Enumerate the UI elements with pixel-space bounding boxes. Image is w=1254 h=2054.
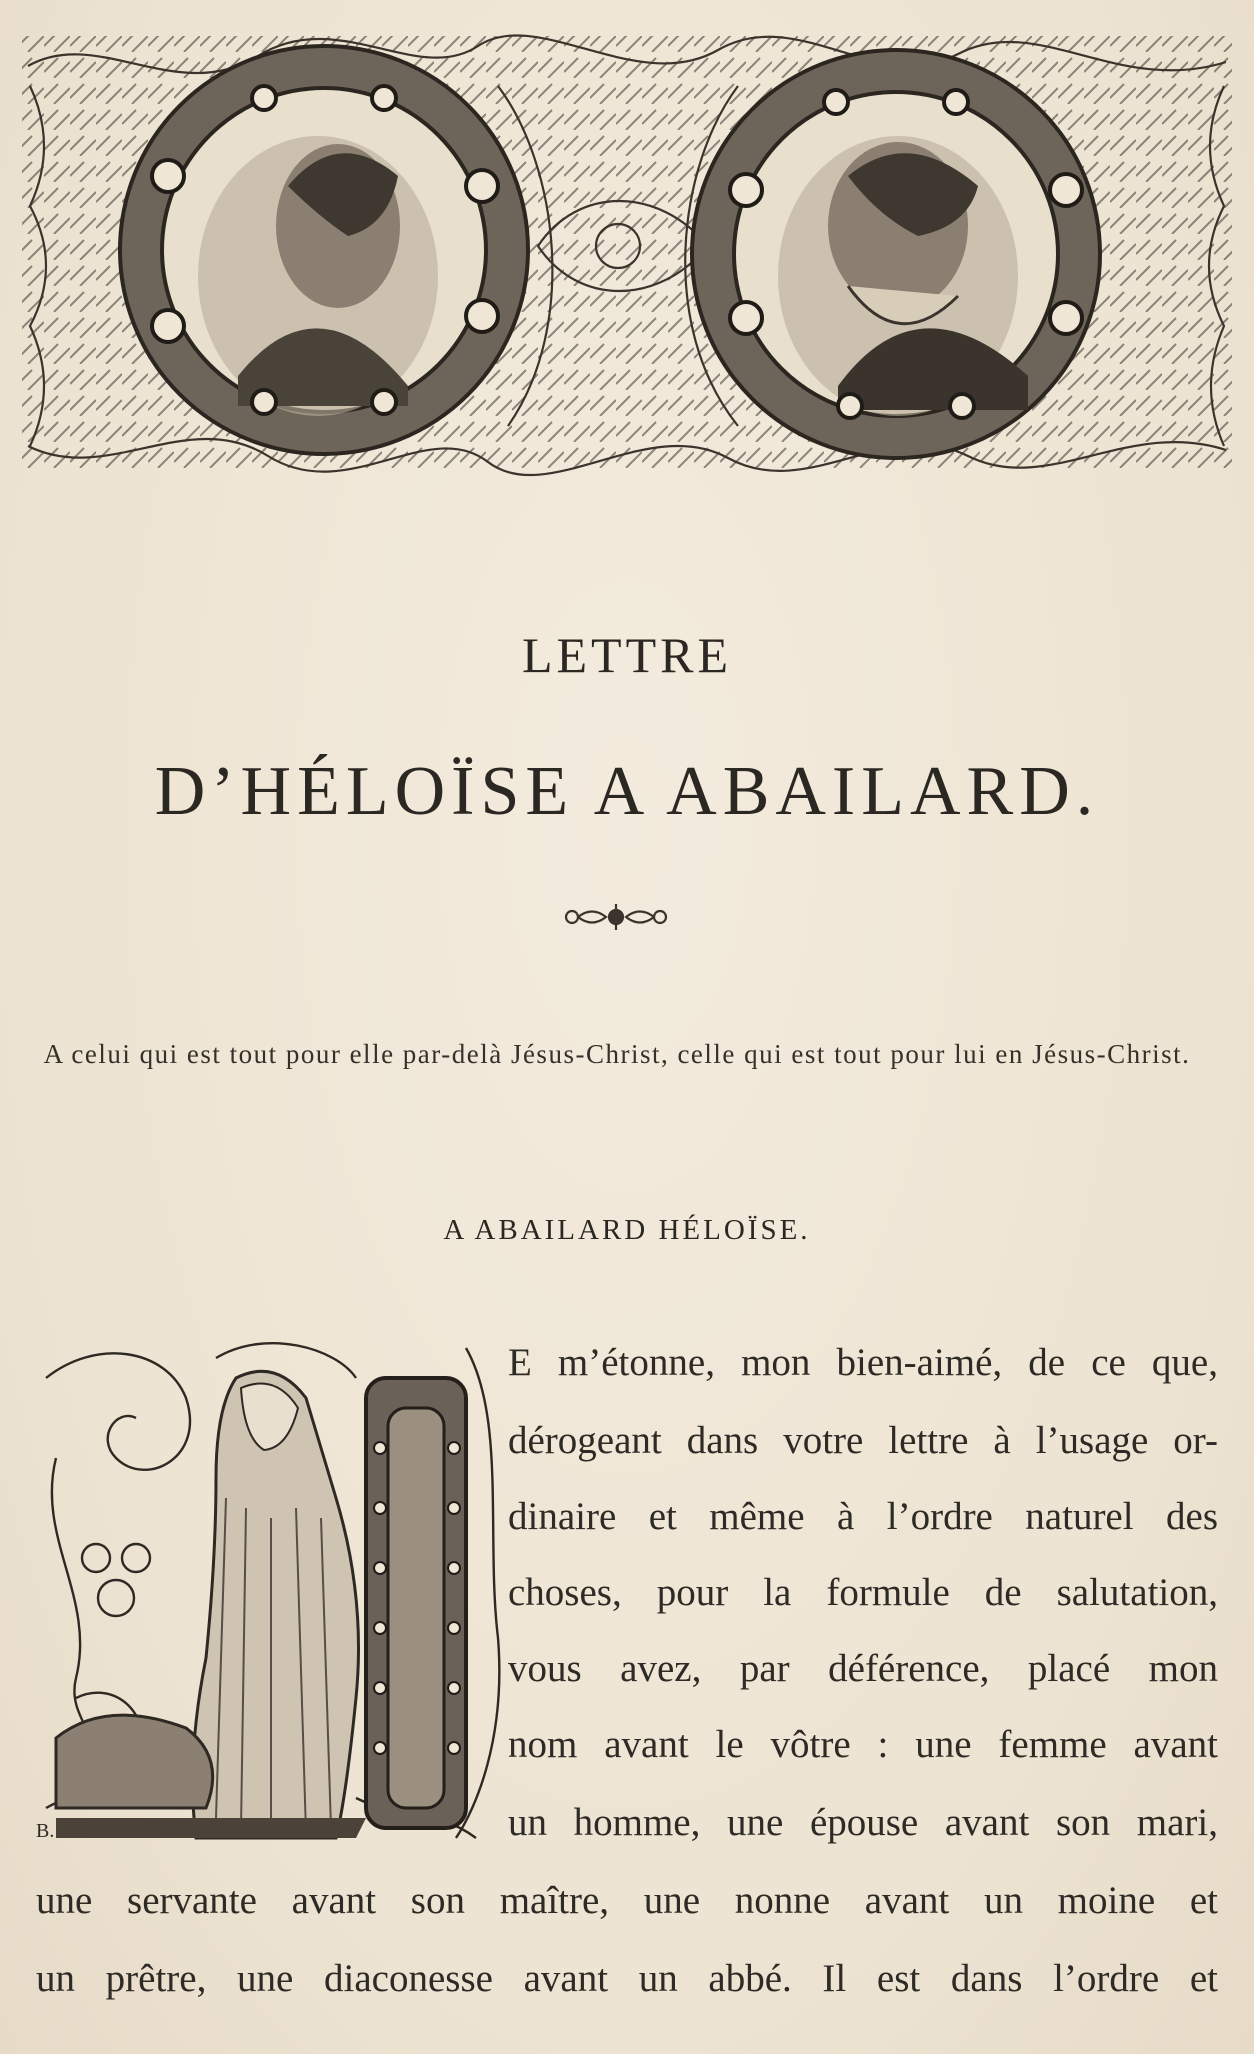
- body-line: un prêtre, une diaconesse avant un abbé. Il est dans l’ordre et: [36, 1957, 1218, 2000]
- fleuron-ornament: [562, 902, 670, 932]
- body-line: une servante avant son maître, une nonne avant un moine et: [36, 1879, 1218, 1922]
- title-line-2: D’HÉLOÏSE A ABAILARD.: [154, 753, 1100, 830]
- body-line: E m’étonne, mon bien-aimé, de ce que,: [508, 1341, 1218, 1384]
- body-line: dinaire et même à l’ordre naturel des: [508, 1495, 1218, 1538]
- initial-signature: B.: [36, 1820, 55, 1842]
- body-line: dérogeant dans votre lettre à l’usage or-: [508, 1419, 1218, 1462]
- title-line-1: LETTRE: [521, 627, 733, 683]
- body-line: choses, pour la formule de salutation,: [508, 1571, 1218, 1614]
- historiated-initial-engraving: [36, 1338, 506, 1858]
- right-medallion: [692, 50, 1100, 458]
- left-medallion: [120, 46, 528, 454]
- headpiece-engraving: [18, 26, 1236, 480]
- body-line: un homme, une épouse avant son mari,: [508, 1801, 1218, 1844]
- body-line: vous avez, par déférence, placé mon: [508, 1647, 1218, 1690]
- dedication-text: A celui qui est tout pour elle par-delà Jésus-Christ, celle qui est tout pour lui en Jésus-Christ.: [43, 1039, 1191, 1069]
- salutation-heading: A ABAILARD HÉLOÏSE.: [443, 1214, 811, 1246]
- body-line: nom avant le vôtre : une femme avant: [508, 1723, 1218, 1766]
